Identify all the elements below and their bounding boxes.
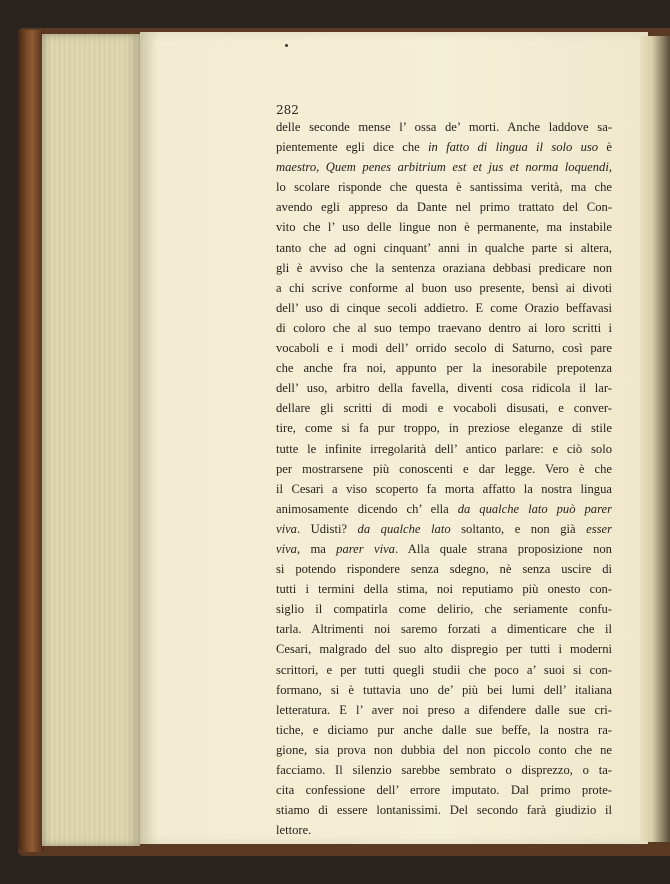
text-segment: a chi scrive conforme al buon uso presente, bensì ai divoti bbox=[276, 280, 612, 295]
italic-segment: viva bbox=[276, 541, 297, 556]
text-line bbox=[276, 137, 612, 157]
text-segment: cita confessione dell’ errore imputato. Dal primo prote- bbox=[276, 783, 612, 798]
text-line bbox=[276, 398, 612, 418]
text-segment: che anche fra noi, appunto per la inesorabile prepotenza bbox=[276, 361, 612, 376]
text-segment: , bbox=[608, 160, 612, 175]
text-segment: stiamo di essere lontanissimi. Del secondo farà giudizio il bbox=[276, 803, 612, 818]
text-line bbox=[276, 479, 612, 499]
text-segment: gli è avviso che la sentenza oraziana debbasi predicare non bbox=[276, 260, 612, 275]
text-line bbox=[276, 258, 612, 278]
italic-segment: parer viva bbox=[336, 541, 395, 556]
text-line bbox=[276, 318, 612, 338]
text-segment: il Cesari a viso scoperto fa morta affatto la nostra lingua bbox=[276, 481, 612, 496]
text-line bbox=[276, 539, 612, 559]
text-segment: per mostrarsene più conoscenti e dar legge. Vero è che bbox=[276, 461, 612, 476]
text-segment: è bbox=[598, 140, 612, 155]
text-line bbox=[276, 278, 612, 298]
text-line bbox=[276, 117, 612, 137]
text-segment: di coloro che al suo tempo traevano dentro ai loro scritti i bbox=[276, 320, 612, 335]
text-segment: gione, sia prova non dubbia del non piccolo conto che ne bbox=[276, 742, 612, 757]
text-line bbox=[276, 197, 612, 217]
text-segment: dellare gli scritti di modi e vocaboli disusati, e conver- bbox=[276, 401, 612, 416]
text-line bbox=[276, 559, 612, 579]
text-segment: facciamo. Il silenzio sarebbe sembrato o disprezzo, o ta- bbox=[276, 763, 612, 777]
text-line bbox=[276, 720, 612, 740]
text-line bbox=[276, 740, 612, 760]
text-segment: siglio il compatirla come delirio, che seriamente confu- bbox=[276, 602, 612, 617]
text-segment: , ma bbox=[296, 541, 337, 556]
italic-segment: maestro bbox=[276, 160, 317, 175]
text-segment: tutte le infinite irregolarità dell’ antico parlare: e ciò solo bbox=[276, 441, 612, 456]
text-segment: , bbox=[316, 160, 326, 175]
text-segment: tutti i termini della stima, noi reputiamo più onesto con- bbox=[276, 582, 612, 597]
page-block-edges bbox=[42, 34, 140, 846]
text-segment: vocaboli e i modi dell’ orrido secolo di Saturno, così pare bbox=[276, 341, 612, 356]
text-line bbox=[276, 459, 612, 479]
text-segment: formano, si è tuttavia uno de’ più bei lumi dell’ italiana bbox=[276, 682, 612, 697]
text-line bbox=[276, 358, 612, 378]
text-segment: lettore. bbox=[276, 823, 312, 838]
text-line bbox=[276, 157, 612, 177]
text-line bbox=[276, 639, 612, 659]
text-segment: pientemente egli dice che bbox=[276, 140, 429, 155]
italic-segment: da qualche lato può parer bbox=[457, 501, 612, 516]
text-line bbox=[276, 439, 612, 459]
page-number: 282 bbox=[276, 103, 299, 117]
page-gutter bbox=[640, 36, 670, 842]
text-segment: vito che l’ uso delle lingue non è permanente, ma instabile bbox=[276, 220, 612, 235]
text-line bbox=[276, 519, 612, 539]
text-line bbox=[276, 760, 612, 780]
text-segment: tarla. Altrimenti noi saremo forzati a dimenticare che il bbox=[276, 622, 612, 637]
italic-segment: esser bbox=[586, 521, 612, 536]
text-segment: Cesari, malgrado del suo alto dispregio per tutti i moderni bbox=[276, 642, 612, 657]
italic-segment: Quem penes arbitrium est et jus et norma loquendi bbox=[325, 160, 609, 175]
text-line bbox=[276, 298, 612, 318]
text-line bbox=[276, 820, 612, 840]
text-line bbox=[276, 238, 612, 258]
text-line bbox=[276, 338, 612, 358]
text-segment: soltanto, e non già bbox=[450, 521, 587, 536]
text-line bbox=[276, 499, 612, 519]
text-segment: scrittori, e per tutti quegli studii che poco a’ suoi si con- bbox=[276, 662, 612, 677]
italic-segment: in fatto di lingua il solo uso bbox=[428, 140, 599, 155]
text-segment: . Alla quale strana proposizione non bbox=[394, 541, 612, 556]
italic-segment: viva bbox=[276, 521, 297, 536]
text-line bbox=[276, 217, 612, 237]
text-line bbox=[276, 418, 612, 438]
text-line bbox=[276, 660, 612, 680]
body-text bbox=[276, 117, 612, 840]
text-segment: avendo egli appreso da Dante nel primo trattato del Con- bbox=[276, 200, 612, 215]
text-line bbox=[276, 700, 612, 720]
text-line bbox=[276, 619, 612, 639]
text-line bbox=[276, 579, 612, 599]
text-line bbox=[276, 780, 612, 800]
book-cover-edge bbox=[18, 30, 44, 852]
text-segment: si potendo rispondere senza sdegno, nè senza uscire di bbox=[276, 562, 612, 577]
italic-segment: da qualche lato bbox=[357, 521, 451, 536]
text-segment: . Udisti? bbox=[296, 521, 358, 536]
text-line bbox=[276, 800, 612, 820]
text-segment: delle seconde mense l’ ossa de’ morti. Anche laddove sa- bbox=[276, 120, 612, 134]
text-segment: animosamente dicendo ch’ ella bbox=[276, 501, 458, 516]
text-segment: tanto che ad ogni cinquant’ anni in qualche parte si altera, bbox=[276, 240, 612, 255]
text-line bbox=[276, 378, 612, 398]
text-segment: dell’ uso, arbitro della favella, diventi cosa ridicola il lar- bbox=[276, 381, 612, 396]
text-line bbox=[276, 599, 612, 619]
text-segment: lo scolare risponde che questa è santissima verità, ma che bbox=[276, 180, 612, 195]
text-segment: tiche, e diciamo pur anche dalle sue beffe, la nostra ra- bbox=[276, 722, 612, 737]
text-segment: tire, come si fa pur troppo, in preziose eleganze di stile bbox=[276, 421, 612, 436]
text-segment: letteratura. E l’ aver noi preso a difendere dalle sue cri- bbox=[276, 702, 612, 717]
text-line bbox=[276, 680, 612, 700]
text-line bbox=[276, 177, 612, 197]
text-segment: dell’ uso di cinque secoli addietro. E come Orazio beffavasi bbox=[276, 300, 612, 315]
ink-speck bbox=[285, 44, 288, 47]
